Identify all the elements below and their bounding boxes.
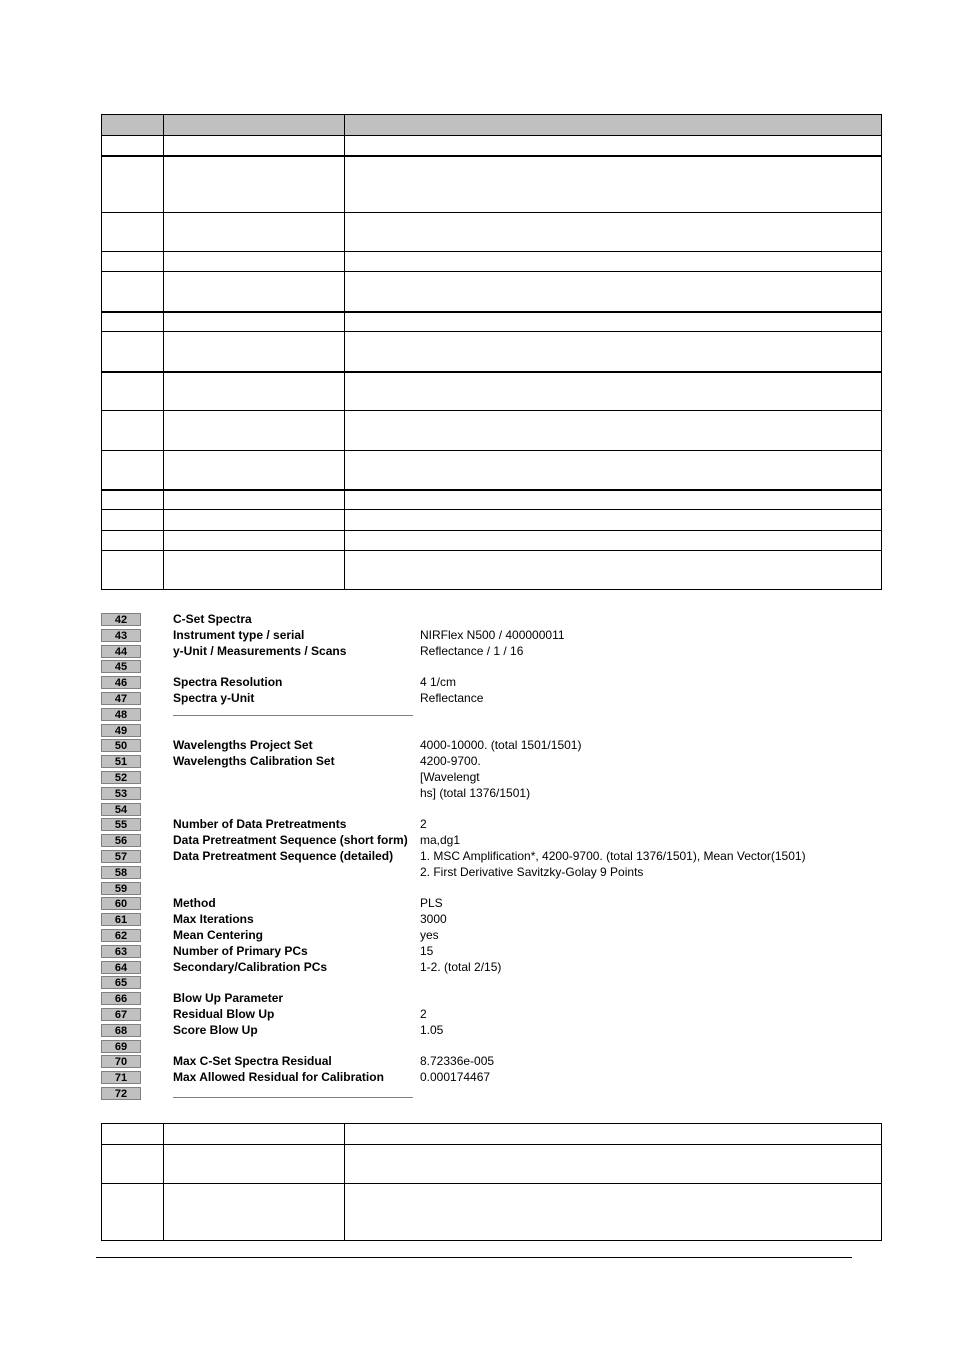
report-row [101,723,841,739]
row-value: 2. First Derivative Savitzky-Golay 9 Points [420,864,644,879]
row-value: yes [420,927,439,942]
row-label: Wavelengths Project Set [173,738,313,753]
row-value: hs] (total 1376/1501) [420,785,531,800]
row-number: 59 [101,882,141,895]
report-row [101,975,841,991]
row-label: Max Iterations [173,912,254,927]
row-label: Blow Up Parameter [173,991,284,1006]
row-number: 43 [101,629,141,642]
table-row [102,1184,882,1241]
row-value: NIRFlex N500 / 400000011 [420,627,565,642]
row-number: 49 [101,724,141,737]
table-row [102,372,882,411]
row-number: 60 [101,897,141,910]
table-row [102,551,882,590]
report-row [101,896,841,912]
row-value: ma,dg1 [420,833,461,848]
report-row [101,1039,841,1055]
row-number: 57 [101,850,141,863]
row-label: Method [173,896,216,911]
row-number: 65 [101,976,141,989]
row-value: 8.72336e-005 [420,1054,495,1069]
separator-line [173,715,413,716]
row-label: Data Pretreatment Sequence (detailed) [173,848,394,863]
report-row [101,1054,841,1070]
row-label: Max C-Set Spectra Residual [173,1054,332,1069]
row-number: 71 [101,1071,141,1084]
row-number: 52 [101,771,141,784]
table-row [102,213,882,252]
row-number: 58 [101,866,141,879]
row-number: 46 [101,676,141,689]
calibration-report [101,612,841,1102]
report-row [101,659,841,675]
row-number: 51 [101,755,141,768]
row-value: Reflectance [420,690,484,705]
row-value: [Wavelengt [420,769,480,784]
table-row [102,332,882,372]
table-row [102,272,882,312]
report-row [101,1007,841,1023]
row-label: Number of Data Pretreatments [173,817,347,832]
table-header-row [102,115,882,136]
report-row [101,1023,841,1039]
row-value: 4000-10000. (total 1501/1501) [420,738,582,753]
row-value: 1.05 [420,1022,444,1037]
report-row [101,928,841,944]
row-value: 1. MSC Amplification*, 4200-9700. (total 1376/1501), Mean Vector(1501) [420,848,806,863]
table-row [102,136,882,156]
report-row [101,738,841,754]
table-row [102,252,882,272]
separator-line [173,1097,413,1098]
row-number: 68 [101,1024,141,1037]
row-value: 2 [420,817,427,832]
row-number: 50 [101,739,141,752]
row-number: 70 [101,1055,141,1068]
report-row [101,754,841,770]
row-number: 67 [101,1008,141,1021]
row-label: Mean Centering [173,927,264,942]
row-label: Secondary/Calibration PCs [173,959,328,974]
row-value: 3000 [420,912,447,927]
table-row [102,451,882,490]
top-table [101,114,882,590]
report-row [101,991,841,1007]
row-value: 0.000174467 [420,1070,491,1085]
row-value: 4200-9700. [420,754,481,769]
row-number: 54 [101,803,141,816]
table-row [102,490,882,510]
report-row [101,786,841,802]
row-label: Max Allowed Residual for Calibration [173,1070,384,1085]
report-row [101,675,841,691]
row-label: C-Set Spectra [173,612,252,626]
report-row [101,817,841,833]
report-row [101,849,841,865]
report-row [101,960,841,976]
row-number: 56 [101,834,141,847]
row-label: Residual Blow Up [173,1006,275,1021]
row-number: 69 [101,1040,141,1053]
report-row [101,802,841,818]
row-value: PLS [420,896,443,911]
row-number: 61 [101,913,141,926]
table-row [102,411,882,451]
row-number: 66 [101,992,141,1005]
row-label: Data Pretreatment Sequence (short form) [173,833,408,848]
row-label: Wavelengths Calibration Set [173,754,335,769]
row-label: y-Unit / Measurements / Scans [173,643,347,658]
report-row [101,912,841,928]
report-row [101,691,841,707]
report-row [101,881,841,897]
row-label: Number of Primary PCs [173,943,308,958]
row-value: Reflectance / 1 / 16 [420,643,524,658]
table-row [102,531,882,551]
row-number: 45 [101,660,141,673]
table-row [102,1145,882,1184]
report-row [101,944,841,960]
row-label: Spectra Resolution [173,675,283,690]
report-row [101,833,841,849]
row-number: 55 [101,818,141,831]
report-row [101,1070,841,1086]
row-number: 42 [101,613,141,626]
table-row [102,312,882,332]
footer-divider [96,1257,852,1258]
report-row [101,707,841,723]
row-value: 15 [420,943,434,958]
row-label: Score Blow Up [173,1022,258,1037]
report-row [101,770,841,786]
row-number: 44 [101,645,141,658]
report-row [101,628,841,644]
bottom-table [101,1123,882,1241]
row-number: 63 [101,945,141,958]
report-row [101,612,841,628]
report-row [101,644,841,660]
report-row [101,1086,841,1102]
table-row [102,510,882,531]
report-row [101,865,841,881]
row-label: Instrument type / serial [173,627,305,642]
row-number: 64 [101,961,141,974]
row-value: 2 [420,1006,427,1021]
row-number: 48 [101,708,141,721]
row-value: 4 1/cm [420,675,457,690]
row-number: 53 [101,787,141,800]
row-value: 1-2. (total 2/15) [420,959,502,974]
row-number: 72 [101,1087,141,1100]
row-number: 62 [101,929,141,942]
table-row [102,156,882,213]
row-number: 47 [101,692,141,705]
row-label: Spectra y-Unit [173,690,255,705]
table-row [102,1124,882,1145]
